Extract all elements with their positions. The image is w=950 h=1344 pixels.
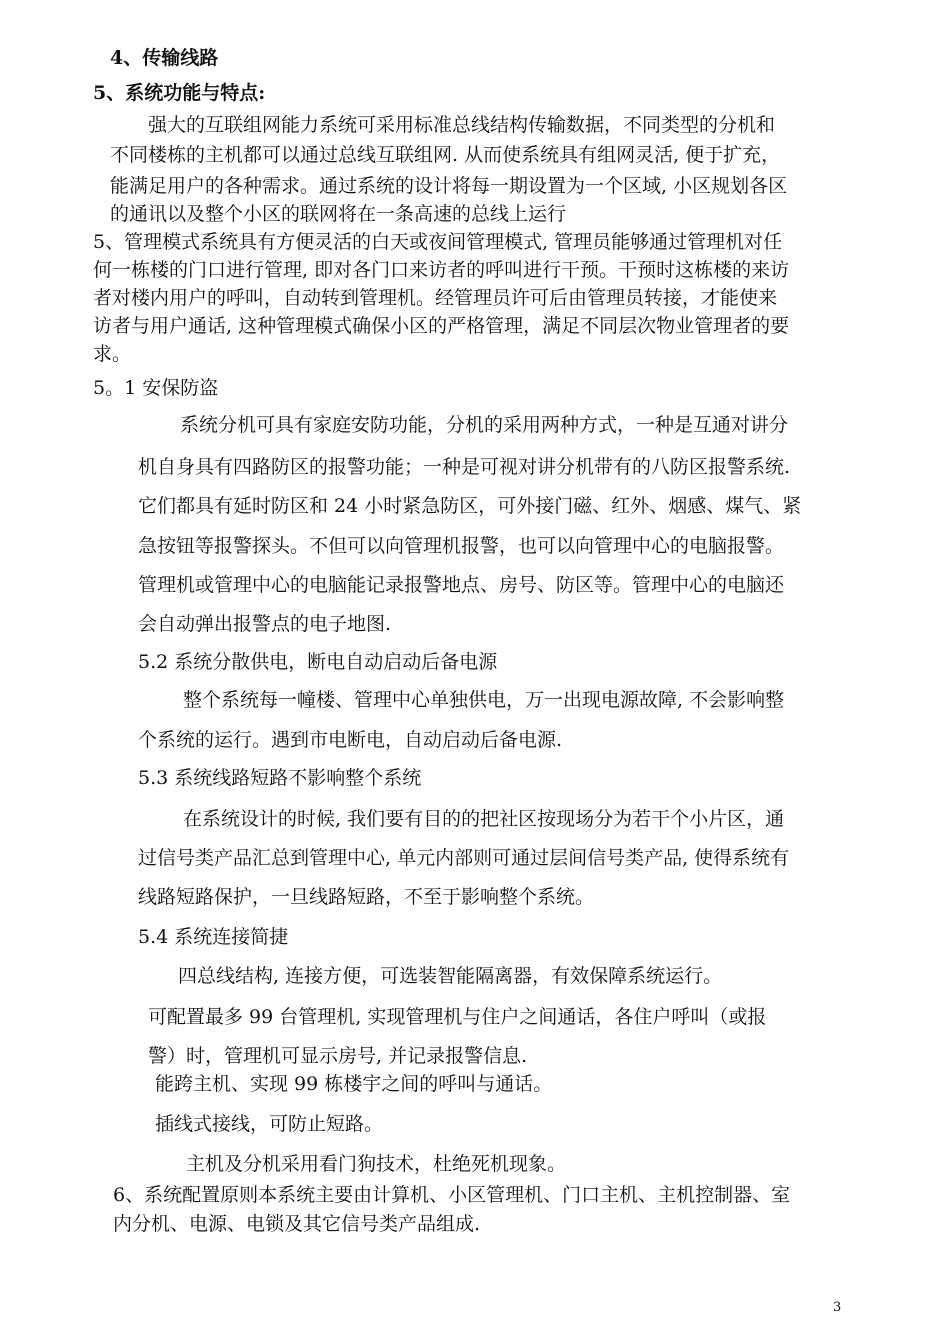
heading-management-mode: 5、管理模式系统具有方便灵活的白天或夜间管理模式, 管理员能够通过管理机对任 [93, 231, 783, 253]
paragraph-line: 机自身具有四路防区的报警功能；一种是可视对讲分机带有的八防区报警系统. [138, 456, 791, 478]
paragraph-line: 不同楼栋的主机都可以通过总线互联组网. 从而使系统具有组网灵活, 便于扩充， [110, 144, 781, 166]
paragraph-line: 何一栋楼的门口进行管理, 即对各门口来访者的呼叫进行干预。干预时这栋楼的来访 [93, 259, 790, 281]
paragraph-line: 整个系统每一幢楼、管理中心单独供电，万一出现电源故障, 不会影响整 [183, 689, 785, 711]
paragraph-line: 求。 [93, 343, 132, 365]
paragraph-line: 能满足用户的各种需求。通过系统的设计将每一期设置为一个区域, 小区规划各区 [110, 175, 788, 197]
paragraph-line: 系统分机可具有家庭安防功能，分机的采用两种方式，一种是互通对讲分 [180, 414, 789, 436]
paragraph-line: 它们都具有延时防区和 24 小时紧急防区，可外接门磁、红外、烟感、煤气、紧 [138, 495, 802, 517]
heading-transmission-line: 4、传输线路 [110, 47, 219, 69]
paragraph-line: 线路短路保护，一旦线路短路，不至于影响整个系统。 [138, 886, 595, 908]
heading-system-configuration: 6、系统配置原则本系统主要由计算机、小区管理机、门口主机、主机控制器、室 [113, 1184, 791, 1206]
section-heading: 5.3 系统线路短路不影响整个系统 [138, 767, 422, 789]
page-number: 3 [833, 1300, 842, 1315]
paragraph-line: 急按钮等报警探头。不但可以向管理机报警，也可以向管理中心的电脑报警。 [138, 535, 785, 557]
paragraph-line: 访者与用户通话, 这种管理模式确保小区的严格管理，满足不同层次物业管理者的要 [93, 315, 790, 337]
paragraph-line: 管理机或管理中心的电脑能记录报警地点、房号、防区等。管理中心的电脑还 [138, 574, 785, 596]
paragraph-line: 内分机、电源、电锁及其它信号类产品组成. [113, 1213, 481, 1235]
paragraph-line: 插线式接线，可防止短路。 [155, 1113, 384, 1135]
section-heading: 5。1 安保防盗 [93, 377, 219, 399]
paragraph-line: 个系统的运行。遇到市电断电，自动启动后备电源. [138, 729, 563, 751]
paragraph-line: 的通讯以及整个小区的联网将在一条高速的总线上运行 [110, 203, 567, 225]
paragraph-line: 可配置最多 99 台管理机, 实现管理机与住户之间通话，各住户呼叫（或报 [148, 1006, 767, 1028]
paragraph-line: 警）时，管理机可显示房号, 并记录报警信息. [148, 1045, 528, 1067]
paragraph-line: 能跨主机、实现 99 栋楼宇之间的呼叫与通话。 [155, 1073, 553, 1095]
paragraph-line: 者对楼内用户的呼叫，自动转到管理机。经管理员许可后由管理员转接，才能使来 [93, 287, 778, 309]
section-heading: 5.4 系统连接简捷 [138, 926, 289, 948]
paragraph-line: 过信号类产品汇总到管理中心, 单元内部则可通过层间信号类产品, 使得系统有 [138, 847, 790, 869]
paragraph-line: 主机及分机采用看门狗技术，杜绝死机现象。 [186, 1153, 567, 1175]
paragraph-line: 会自动弹出报警点的电子地图. [138, 613, 392, 635]
heading-system-features: 5、系统功能与特点: [93, 82, 266, 104]
paragraph-line: 强大的互联组网能力系统可采用标准总线结构传输数据，不同类型的分机和 [148, 114, 776, 136]
section-heading: 5.2 系统分散供电，断电自动启动后备电源 [138, 651, 498, 673]
paragraph-line: 在系统设计的时候, 我们要有目的的把社区按现场分为若干个小片区，通 [183, 808, 785, 830]
paragraph-line: 四总线结构, 连接方便，可选装智能隔离器，有效保障系统运行。 [178, 965, 723, 987]
